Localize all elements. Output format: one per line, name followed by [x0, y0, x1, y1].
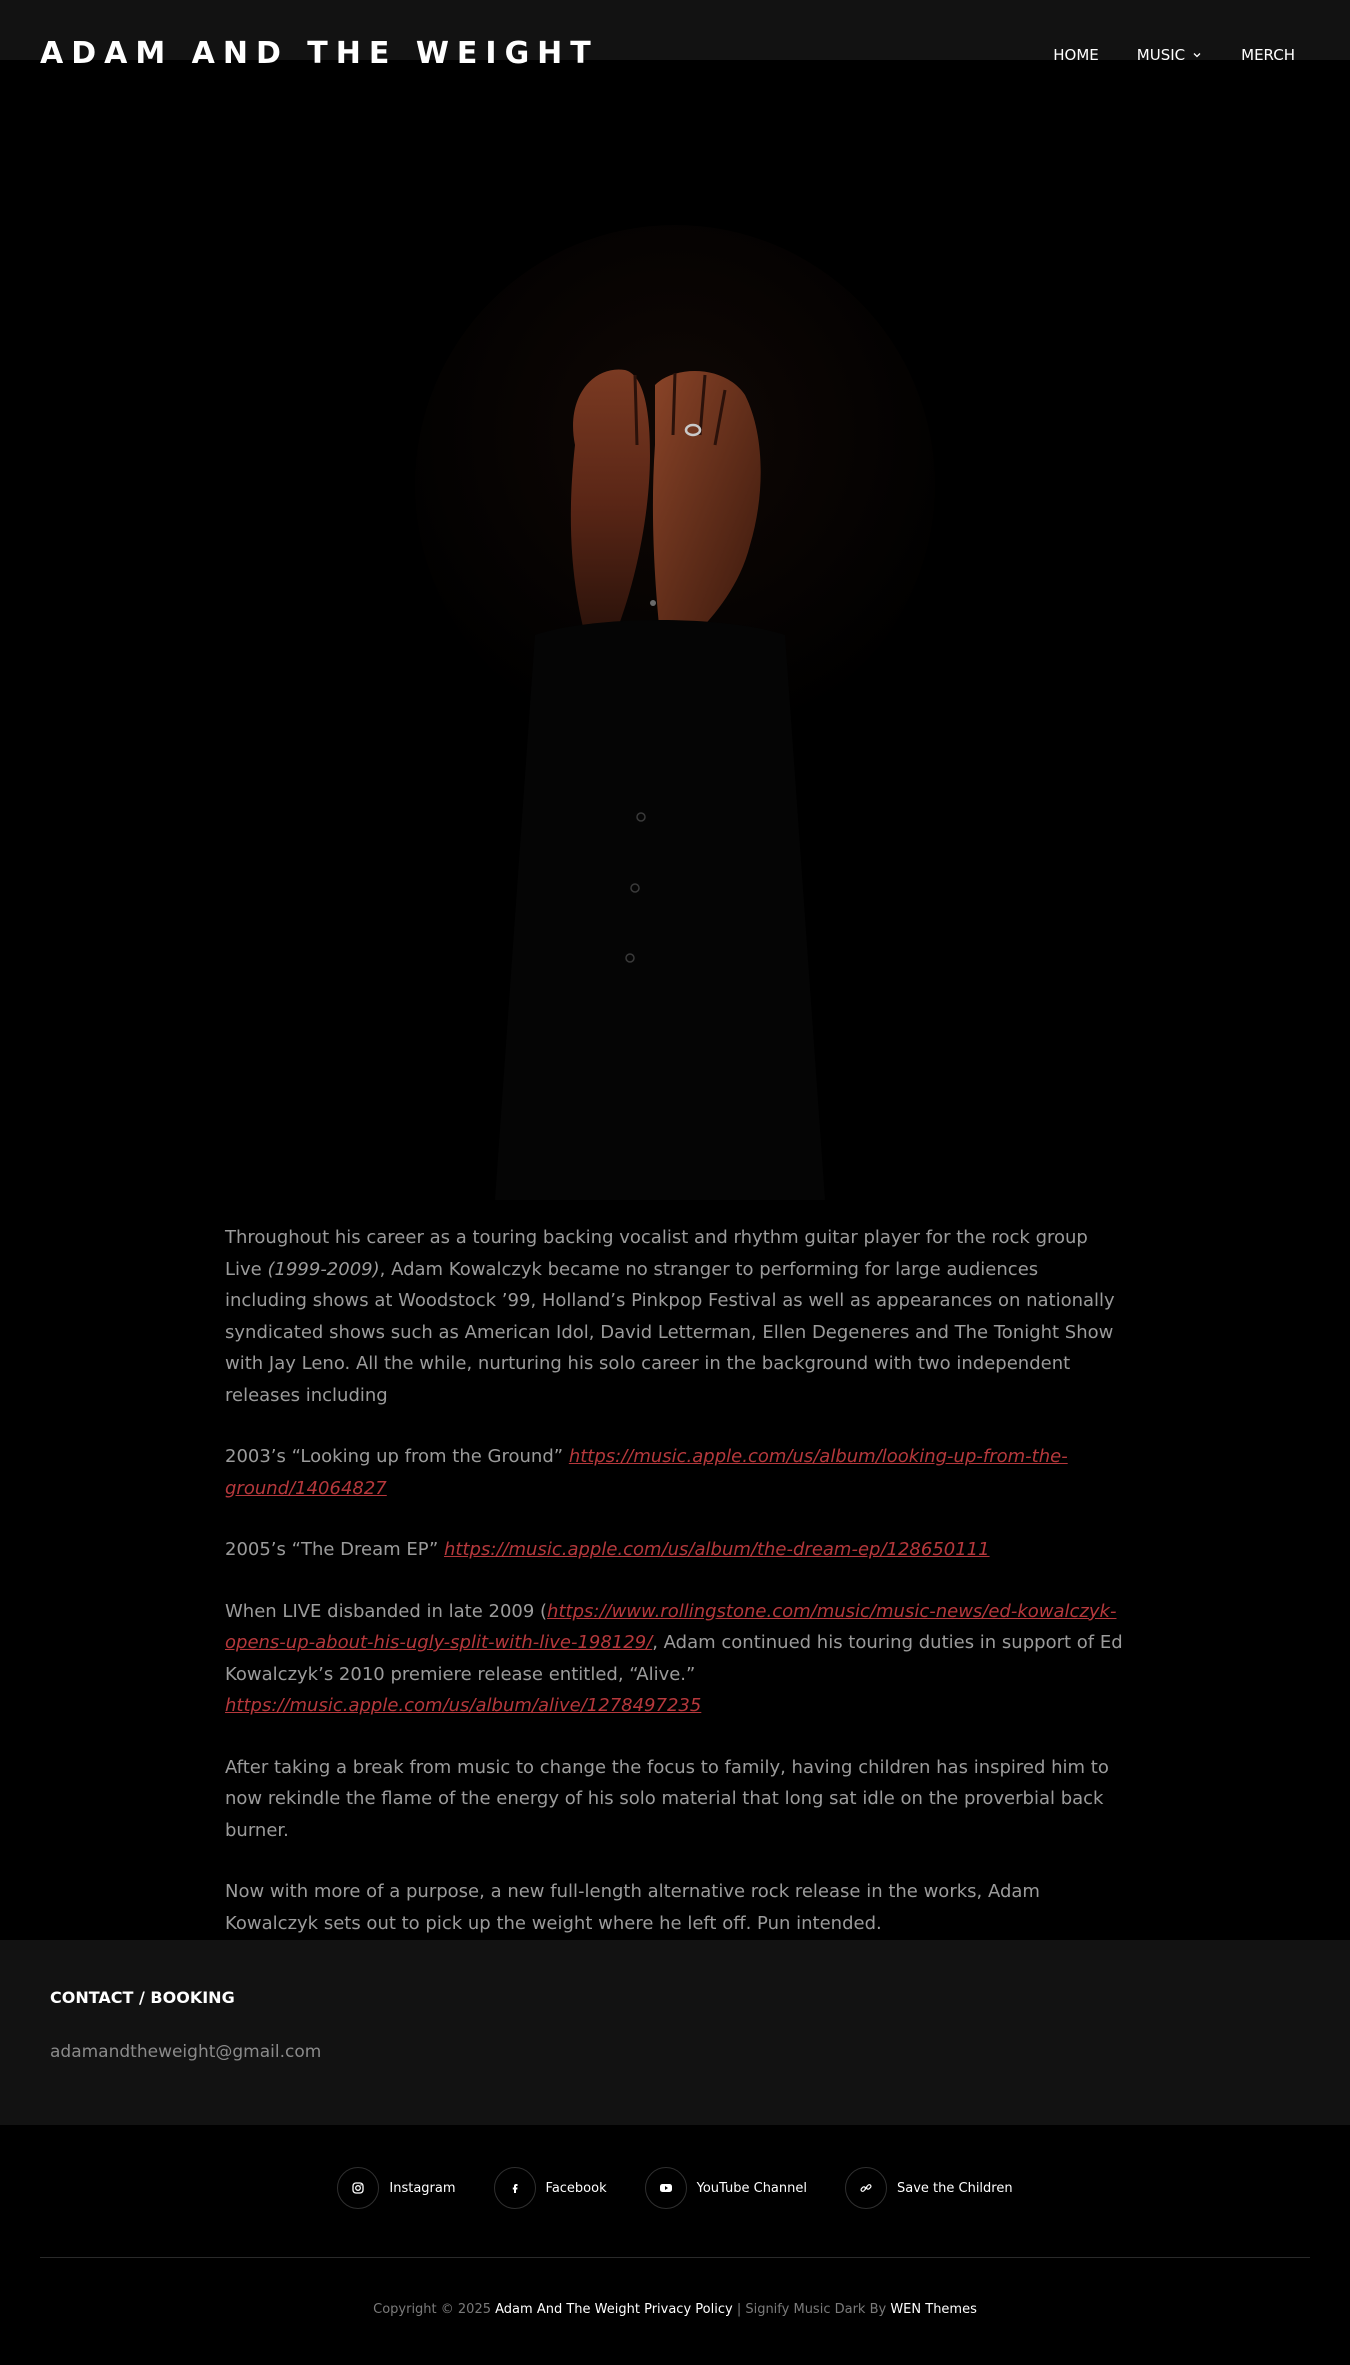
nav-merch[interactable] — [1241, 46, 1295, 64]
hero-photo — [205, 115, 1145, 1200]
hero-image — [205, 115, 1145, 1200]
link-icon — [845, 2167, 887, 2209]
footer-site-link[interactable]: Adam And The Weight — [495, 2302, 640, 2317]
nav-home-label: HOME — [1053, 46, 1099, 64]
bio-p3-text: 2005’s “The Dream EP” — [225, 1539, 444, 1560]
chevron-down-icon — [1191, 49, 1203, 61]
bio-paragraph-6: Now with more of a purpose, a new full-length alternative rock release in the works, Adam Kowalczyk sets out to pick up the weight where he left off. Pun intended. — [225, 1881, 1040, 1934]
bio-paragraph-5: After taking a break from music to change the focus to family, having children has inspired him to now rekindle the flame of the energy of his solo material that long sat idle on the proverbial back burner. — [225, 1756, 1109, 1841]
nav-merch-label: MERCH — [1241, 46, 1295, 64]
rollingstone-link[interactable]: https://www.rollingstone.com/music/music-news/ed-kowalczyk-opens-up-about-his-ugly-split-with-live-198129/ — [225, 1600, 1117, 1653]
theme-credit-text: | Signify Music Dark By — [732, 2302, 891, 2317]
privacy-policy-link[interactable]: Privacy Policy — [644, 2302, 733, 2317]
site-title[interactable]: ADAM AND THE WEIGHT — [40, 36, 599, 71]
apple-music-link-dream-ep[interactable]: https://music.apple.com/us/album/the-dream-ep/128650111 — [444, 1539, 990, 1560]
wen-themes-link[interactable]: WEN Themes — [890, 2302, 977, 2317]
social-save-the-children-label: Save the Children — [897, 2180, 1013, 2196]
social-youtube[interactable] — [645, 2167, 807, 2209]
apple-music-link-looking-up[interactable]: https://music.apple.com/us/album/looking-up-from-the-ground/14064827 — [225, 1446, 1068, 1499]
social-facebook[interactable] — [494, 2167, 607, 2209]
social-save-the-children[interactable] — [845, 2167, 1013, 2209]
copyright-prefix: Copyright © 2025 — [373, 2302, 496, 2317]
contact-title: CONTACT / BOOKING — [50, 1988, 235, 2007]
bio-paragraph-2 — [225, 1441, 1125, 1504]
social-youtube-label: YouTube Channel — [696, 2180, 807, 2196]
footer-divider — [40, 2257, 1310, 2258]
instagram-icon — [337, 2167, 379, 2209]
nav-home[interactable] — [1053, 46, 1099, 64]
social-facebook-label: Facebook — [545, 2180, 607, 2196]
bio-paragraph-4 — [225, 1596, 1125, 1722]
facebook-icon — [494, 2167, 536, 2209]
nav-music-label: MUSIC — [1136, 46, 1186, 64]
bio-p1-years: (1999-2009) — [267, 1258, 380, 1280]
bio-p2-text: 2003’s “Looking up from the Ground” — [225, 1446, 569, 1467]
bio-paragraph-1 — [225, 1222, 1125, 1411]
main-content — [225, 1222, 1125, 1939]
bio-p4-text-b: , Adam continued his touring duties in support of Ed Kowalczyk’s 2010 premiere release entitled, “Alive.” — [225, 1632, 1123, 1685]
bio-p1-text-b: , Adam Kowalczyk became no stranger to performing for large audiences including shows at Woodstock ’99, Holland’s Pinkpop Festival as well as appearances on nationally syndicated shows such as American Idol, David Letterman, Ellen Degeneres and The Tonight Show with Jay Leno. All the while, nurturing his solo career in the background with two independent releases including — [225, 1258, 1115, 1406]
social-instagram[interactable] — [337, 2167, 455, 2209]
social-links — [0, 2167, 1350, 2209]
apple-music-link-alive[interactable]: https://music.apple.com/us/album/alive/1278497235 — [225, 1695, 702, 1716]
copyright — [0, 2302, 1350, 2317]
youtube-icon — [645, 2167, 687, 2209]
nav-music[interactable] — [1137, 46, 1203, 64]
bio-p4-text-a: When LIVE disbanded in late 2009 ( — [225, 1600, 548, 1622]
main-nav — [1053, 46, 1295, 64]
contact-email: adamandtheweight@gmail.com — [50, 2042, 322, 2062]
social-instagram-label: Instagram — [389, 2180, 456, 2196]
bio-p1-text-a: Throughout his career as a touring backing vocalist and rhythm guitar player for the rock group Live — [225, 1227, 1088, 1280]
site-header — [0, 0, 1350, 71]
bio-paragraph-3 — [225, 1534, 1125, 1566]
contact-widget — [0, 1940, 1350, 2125]
